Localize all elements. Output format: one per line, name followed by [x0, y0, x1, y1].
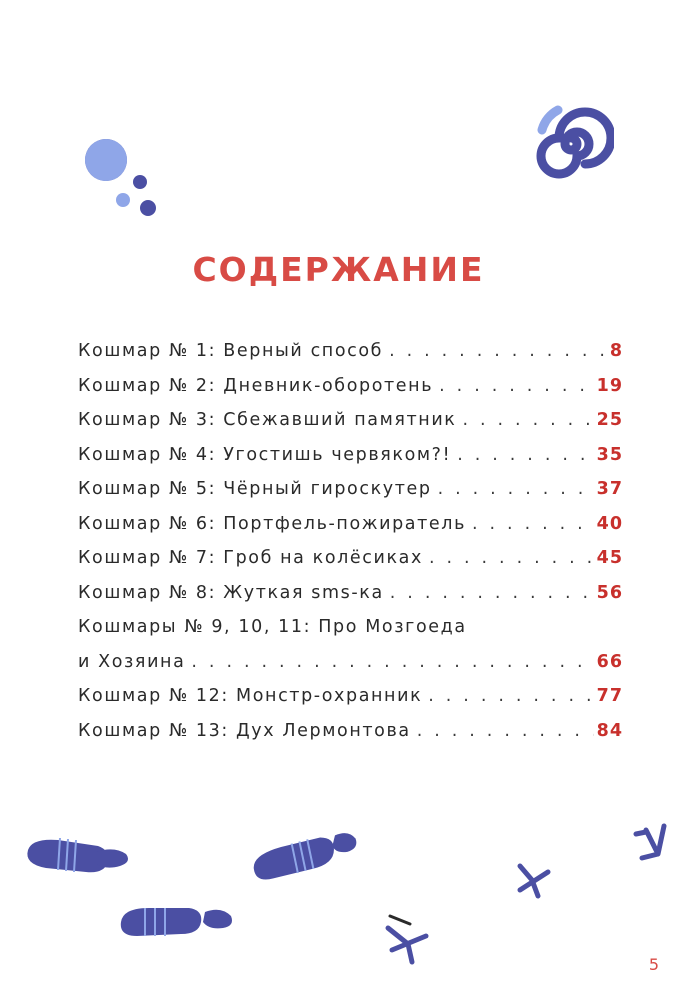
toc-entry-title: Кошмар № 1: Верный способ — [78, 341, 384, 361]
toc-entry-title: Кошмар № 2: Дневник-оборотень — [78, 375, 434, 396]
toc-entry-page: 19 — [596, 375, 623, 396]
toc-entry-page: 84 — [596, 720, 623, 741]
page-number: 5 — [648, 955, 659, 974]
toc-entry-page: 25 — [596, 410, 623, 430]
toc-entry-9-continued — [78, 645, 623, 680]
toc-entry-9 — [78, 610, 623, 645]
toc-entry-3 — [78, 403, 623, 438]
toc-entry-title: Кошмар № 7: Гроб на колёсиках — [78, 548, 423, 568]
bird-tracks-icon — [388, 826, 664, 962]
toc-leader-dots — [389, 334, 607, 369]
toc-leader-dots — [438, 472, 594, 507]
toc-entry-1 — [78, 334, 623, 369]
toc-entry-page: 8 — [609, 341, 623, 361]
toc-entry-2 — [78, 369, 623, 404]
toc-entry-7 — [78, 541, 623, 576]
toc-leader-dots — [390, 576, 594, 611]
toc-entry-13 — [78, 714, 623, 749]
bubble-dots-icon — [78, 138, 168, 228]
page-title: СОДЕРЖАНИЕ — [192, 250, 485, 289]
toc-entry-8 — [78, 576, 623, 611]
toc-entry-title: Кошмар № 4: Угостишь червяком?! — [78, 444, 452, 465]
toc-entry-title: Кошмар № 6: Портфель-пожиратель — [78, 513, 466, 534]
toc-entry-title: и Хозяина — [78, 651, 186, 672]
toc-entry-title: Кошмар № 13: Дух Лермонтова — [78, 720, 411, 741]
spiral-icon — [528, 100, 614, 186]
table-of-contents — [78, 334, 623, 748]
toc-leader-dots — [191, 645, 593, 680]
toc-entry-page: 45 — [596, 548, 623, 568]
toc-entry-page: 66 — [596, 651, 623, 672]
toc-entry-12 — [78, 679, 623, 714]
toc-leader-dots — [429, 541, 594, 576]
toc-entry-4 — [78, 438, 623, 473]
toc-entry-page: 40 — [596, 513, 623, 534]
toc-leader-dots — [417, 714, 594, 749]
footprints-icon — [20, 820, 670, 970]
toc-entry-page: 77 — [596, 686, 623, 706]
toc-leader-dots — [428, 679, 593, 714]
toc-leader-dots — [439, 369, 594, 404]
toc-entry-title: Кошмар № 3: Сбежавший памятник — [78, 410, 457, 430]
toc-entry-6 — [78, 507, 623, 542]
toc-entry-title: Кошмары № 9, 10, 11: Про Мозгоеда — [78, 617, 467, 637]
toc-entry-page: 56 — [596, 582, 623, 603]
toc-entry-5 — [78, 472, 623, 507]
toc-entry-title: Кошмар № 8: Жуткая sms-ка — [78, 582, 384, 603]
toc-leader-dots — [457, 438, 593, 473]
toc-entry-title: Кошмар № 12: Монстр-охранник — [78, 686, 423, 706]
toc-leader-dots — [472, 507, 594, 542]
toc-entry-page: 35 — [596, 444, 623, 465]
toc-leader-dots — [462, 403, 593, 438]
toc-entry-page: 37 — [596, 479, 623, 499]
toc-entry-title: Кошмар № 5: Чёрный гироскутер — [78, 479, 432, 499]
